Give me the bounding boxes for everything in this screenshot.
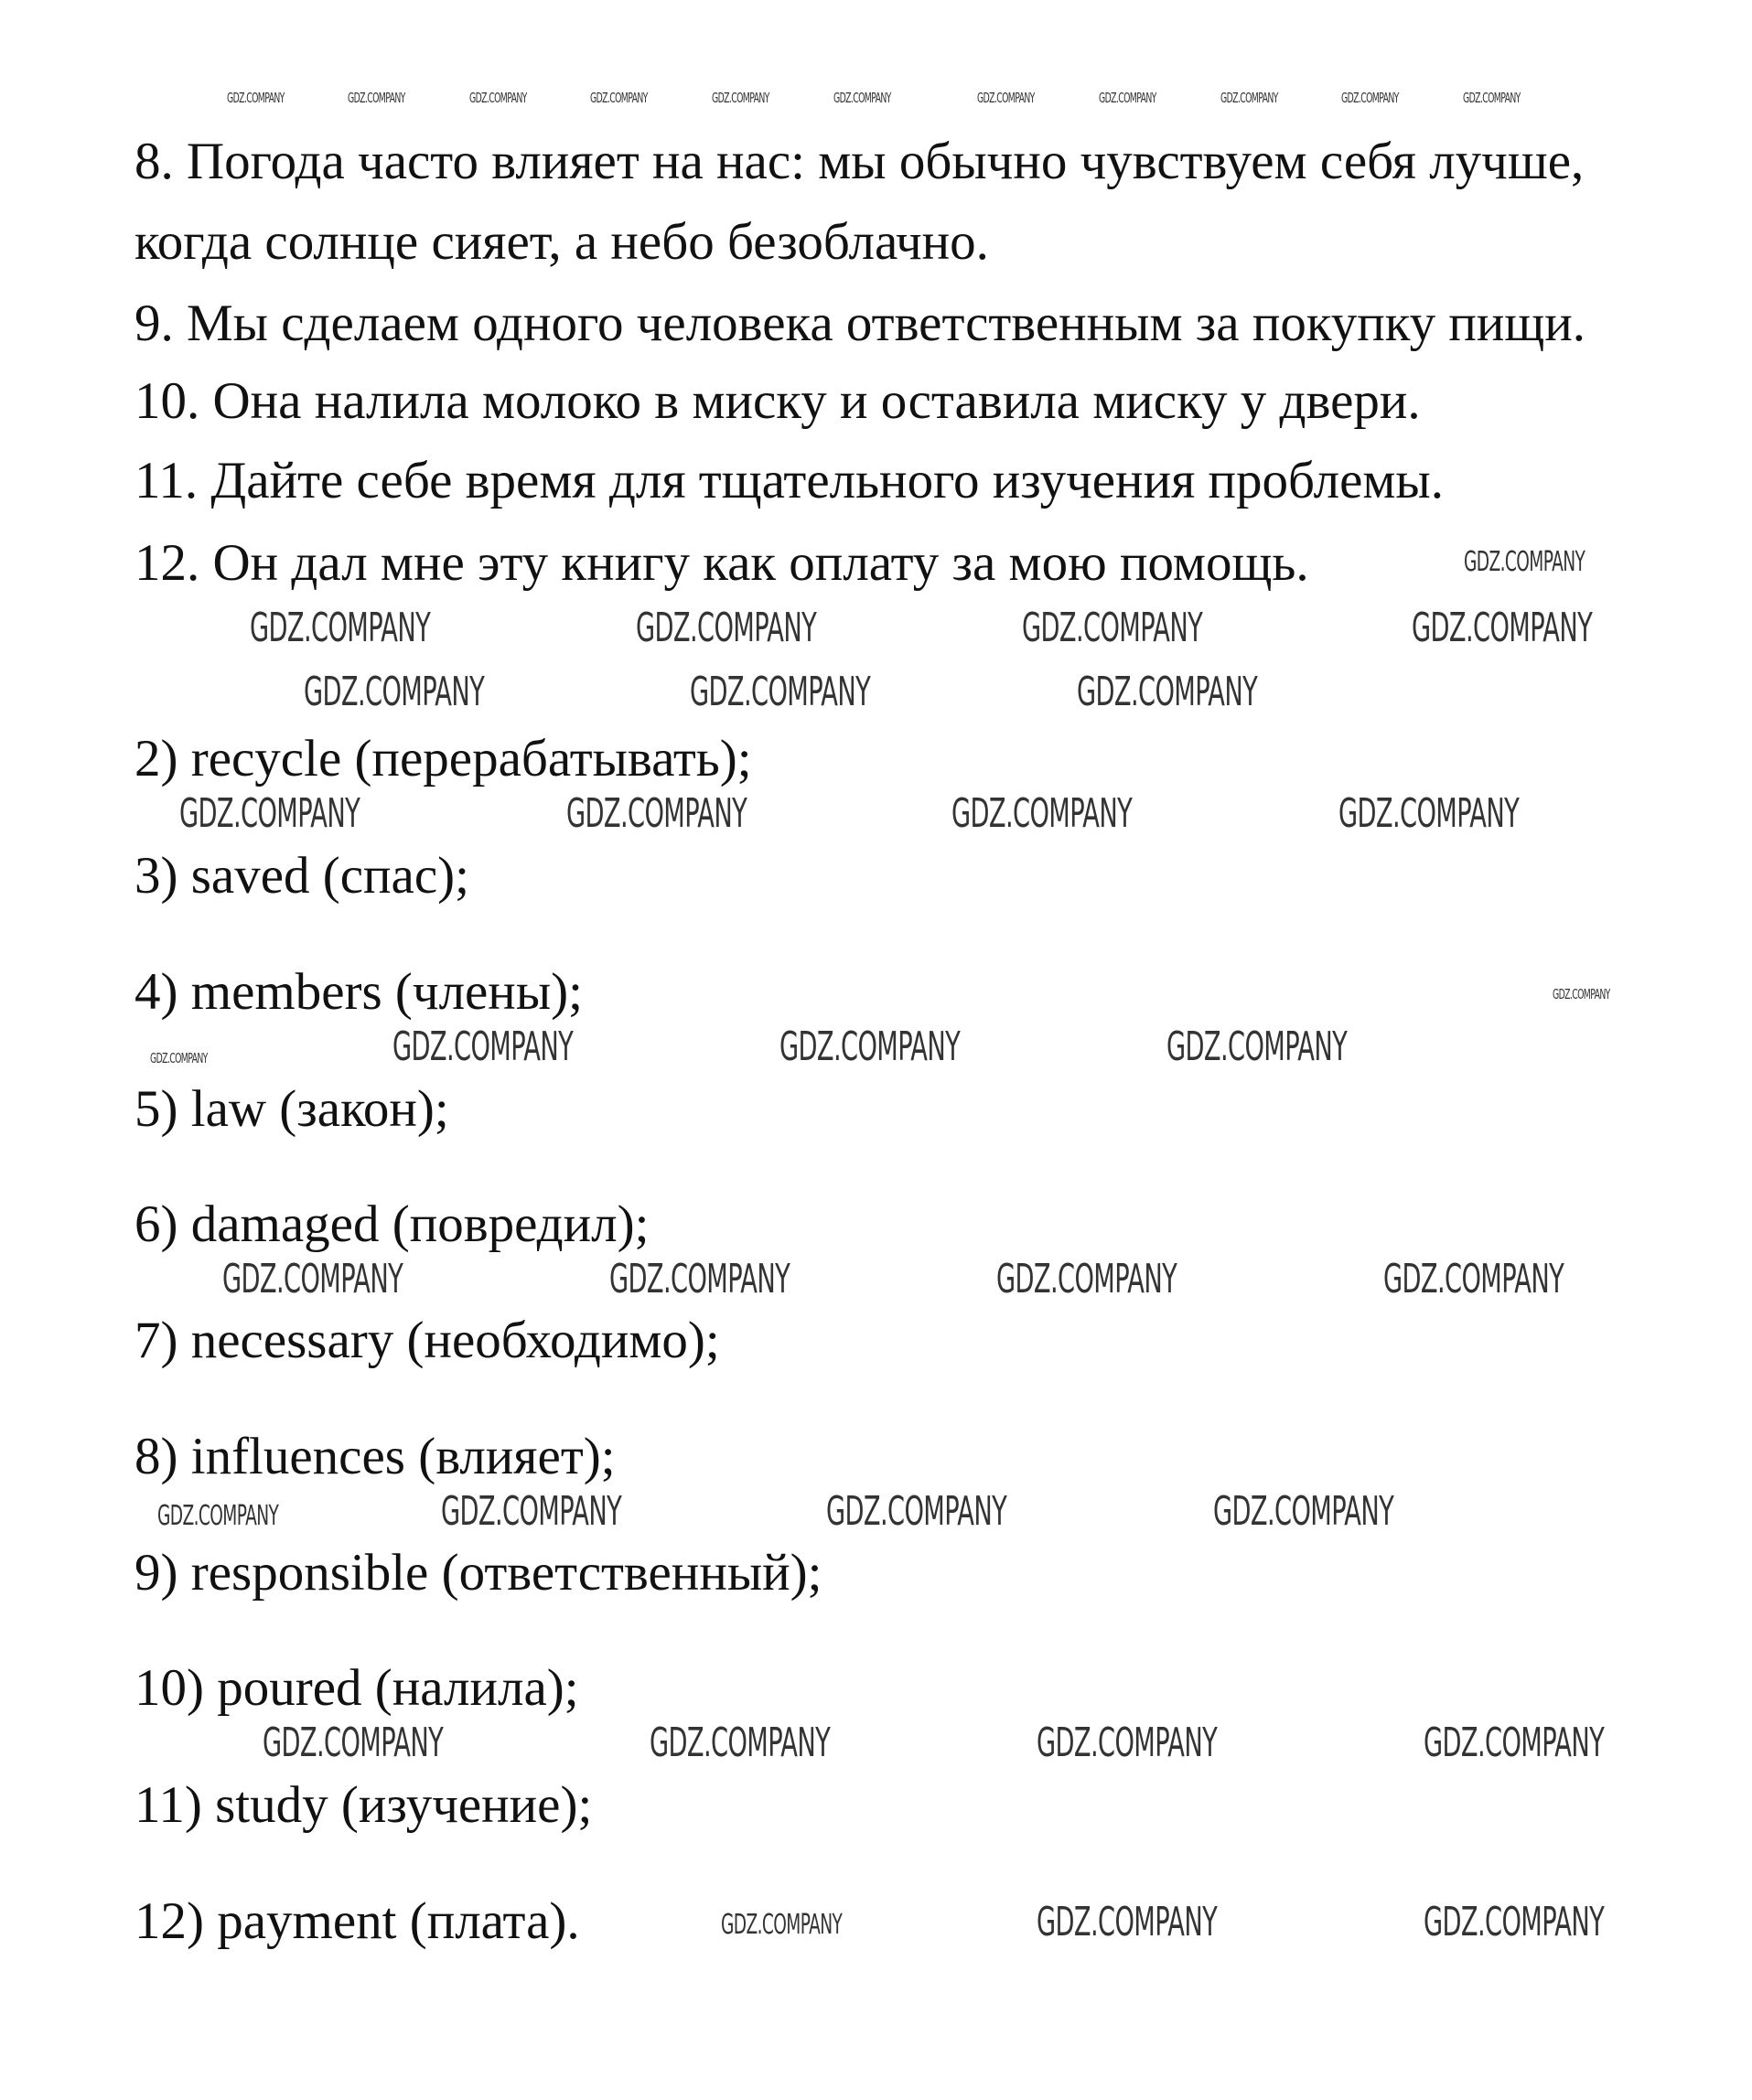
sentence-10: 10. Она налила молоко в миску и оставила миску у двери. <box>134 372 1421 430</box>
watermark: GDZ.COMPANY <box>1383 1256 1564 1302</box>
watermark: GDZ.COMPANY <box>222 1256 403 1302</box>
answer-2: 2) recycle (перерабатывать); <box>134 730 752 788</box>
watermark: GDZ.COMPANY <box>1037 1720 1218 1766</box>
watermark: GDZ.COMPANY <box>951 790 1133 837</box>
answer-7: 7) necessary (необходимо); <box>134 1312 720 1369</box>
sentence-8: 8. Погода часто влияет на нас: мы обычно чувствуем себя лучше, <box>134 133 1585 190</box>
watermark: GDZ.COMPANY <box>441 1488 622 1535</box>
answer-8: 8) influences (влияет); <box>134 1428 616 1485</box>
watermark: GDZ.COMPANY <box>1166 1023 1348 1070</box>
watermark: GDZ.COMPANY <box>1464 546 1585 578</box>
answer-5: 5) law (закон); <box>134 1080 449 1138</box>
watermark: GDZ.COMPANY <box>1037 1899 1218 1945</box>
watermark: GDZ.COMPANY <box>1341 90 1399 106</box>
watermark: GDZ.COMPANY <box>1213 1488 1394 1535</box>
watermark: GDZ.COMPANY <box>1077 669 1258 715</box>
watermark: GDZ.COMPANY <box>721 1909 843 1941</box>
watermark: GDZ.COMPANY <box>826 1488 1007 1535</box>
watermark: GDZ.COMPANY <box>833 90 891 106</box>
answer-3: 3) saved (спас); <box>134 847 469 905</box>
watermark: GDZ.COMPANY <box>690 669 871 715</box>
sentence-8-cont: когда солнце сияет, а небо безоблачно. <box>134 213 989 271</box>
sentence-11: 11. Дайте себе время для тщательного изучения проблемы. <box>134 452 1444 509</box>
watermark: GDZ.COMPANY <box>609 1256 790 1302</box>
answer-9: 9) responsible (ответственный); <box>134 1544 822 1602</box>
watermark: GDZ.COMPANY <box>1220 90 1278 106</box>
watermark: GDZ.COMPANY <box>712 90 769 106</box>
watermark: GDZ.COMPANY <box>636 605 817 651</box>
watermark: GDZ.COMPANY <box>304 669 485 715</box>
watermark: GDZ.COMPANY <box>1553 986 1610 1002</box>
watermark: GDZ.COMPANY <box>1424 1899 1605 1945</box>
watermark: GDZ.COMPANY <box>1412 605 1593 651</box>
watermark: GDZ.COMPANY <box>779 1023 961 1070</box>
watermark: GDZ.COMPANY <box>150 1050 208 1066</box>
watermark: GDZ.COMPANY <box>263 1720 444 1766</box>
watermark: GDZ.COMPANY <box>590 90 648 106</box>
watermark: GDZ.COMPANY <box>1338 790 1520 837</box>
sentence-9: 9. Мы сделаем одного человека ответственным за покупку пищи. <box>134 295 1586 352</box>
answer-10: 10) poured (налила); <box>134 1659 579 1717</box>
answer-11: 11) study (изучение); <box>134 1776 593 1834</box>
answer-6: 6) damaged (повредил); <box>134 1195 650 1253</box>
watermark: GDZ.COMPANY <box>227 90 285 106</box>
watermark: GDZ.COMPANY <box>996 1256 1177 1302</box>
sentence-12: 12. Он дал мне эту книгу как оплату за мою помощь. <box>134 534 1309 592</box>
watermark: GDZ.COMPANY <box>392 1023 574 1070</box>
watermark: GDZ.COMPANY <box>157 1500 279 1532</box>
watermark: GDZ.COMPANY <box>1099 90 1156 106</box>
watermark: GDZ.COMPANY <box>179 790 360 837</box>
watermark: GDZ.COMPANY <box>1022 605 1203 651</box>
watermark: GDZ.COMPANY <box>977 90 1035 106</box>
watermark: GDZ.COMPANY <box>1463 90 1521 106</box>
watermark: GDZ.COMPANY <box>250 605 431 651</box>
watermark: GDZ.COMPANY <box>1424 1720 1605 1766</box>
watermark: GDZ.COMPANY <box>650 1720 831 1766</box>
answer-4: 4) members (члены); <box>134 963 583 1021</box>
watermark: GDZ.COMPANY <box>469 90 527 106</box>
watermark: GDZ.COMPANY <box>566 790 747 837</box>
watermark: GDZ.COMPANY <box>348 90 405 106</box>
answer-12: 12) payment (плата). <box>134 1892 580 1950</box>
